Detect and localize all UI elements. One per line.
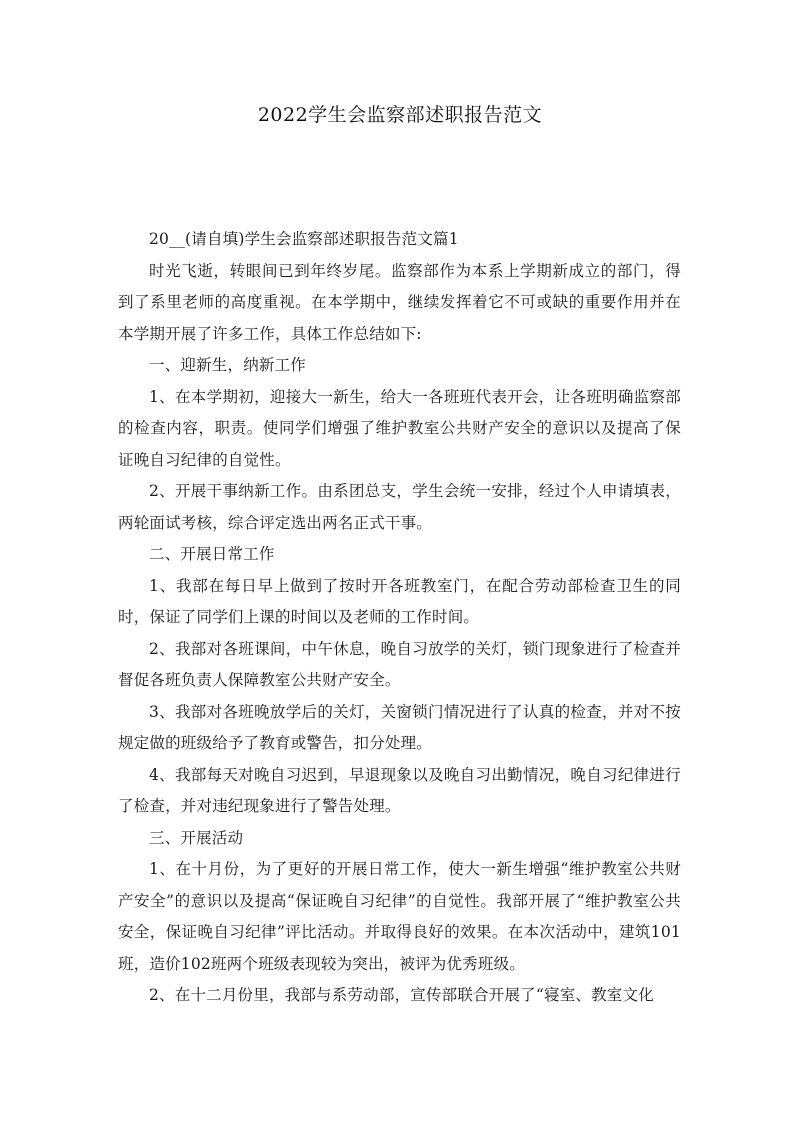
section-heading-2: 二、开展日常工作 xyxy=(149,545,275,563)
paragraph: 2、在十二月份里，我部与系劳动部，宣传部联合开展了“寝室、教室文化 xyxy=(149,986,654,1004)
paragraph-heading-section: 20__(请自填)学生会监察部述职报告范文篇1 xyxy=(149,230,459,248)
document-title: 2022学生会监察部述职报告范文 xyxy=(257,104,543,126)
paragraph: 1、在十月份，为了更好的开展日常工作，使大一新生增强“维护教室公共财产安全”的意识以及提高“保证晚自习纪律”的自觉性。我部开展了“维护教室公共安全，保证晚自习纪律”评比活动。并取得良好的效果。在本次活动中，建筑101班，造价102班两个班级表现较为突出，被评为优秀班级。 xyxy=(118,860,681,973)
paragraph: 2、我部对各班课间，中午休息，晚自习放学的关灯，锁门现象进行了检查并督促各班负责人保障教室公共财产安全。 xyxy=(118,639,681,689)
document-body xyxy=(118,224,681,1012)
section-heading-3: 三、开展活动 xyxy=(149,828,244,847)
paragraph: 1、在本学期初，迎接大一新生，给大一各班班代表开会，让各班明确监察部的检查内容，职责。使同学们增强了维护教室公共财产安全的意识以及提高了保证晚自习纪律的自觉性。 xyxy=(118,387,681,469)
paragraph: 4、我部每天对晚自习迟到，早退现象以及晚自习出勤情况，晚自习纪律进行了检查，并对违纪现象进行了警告处理。 xyxy=(118,765,681,815)
paragraph: 1、我部在每日早上做到了按时开各班教室门，在配合劳动部检查卫生的同时，保证了同学们上课的时间以及老师的工作时间。 xyxy=(118,576,681,626)
section-heading-1: 一、迎新生，纳新工作 xyxy=(149,356,307,374)
paragraph: 3、我部对各班晚放学后的关灯，关窗锁门情况进行了认真的检查，并对不按规定做的班级给予了教育或警告，扣分处理。 xyxy=(118,702,681,752)
paragraph: 2、开展干事纳新工作。由系团总支，学生会统一安排，经过个人申请填表，两轮面试考核，综合评定选出两名正式干事。 xyxy=(118,482,681,532)
paragraph-intro: 时光飞逝，转眼间已到年终岁尾。监察部作为本系上学期新成立的部门，得到了系里老师的高度重视。在本学期中，继续发挥着它不可或缺的重要作用并在本学期开展了许多工作，具体工作总结如下: xyxy=(118,261,681,343)
